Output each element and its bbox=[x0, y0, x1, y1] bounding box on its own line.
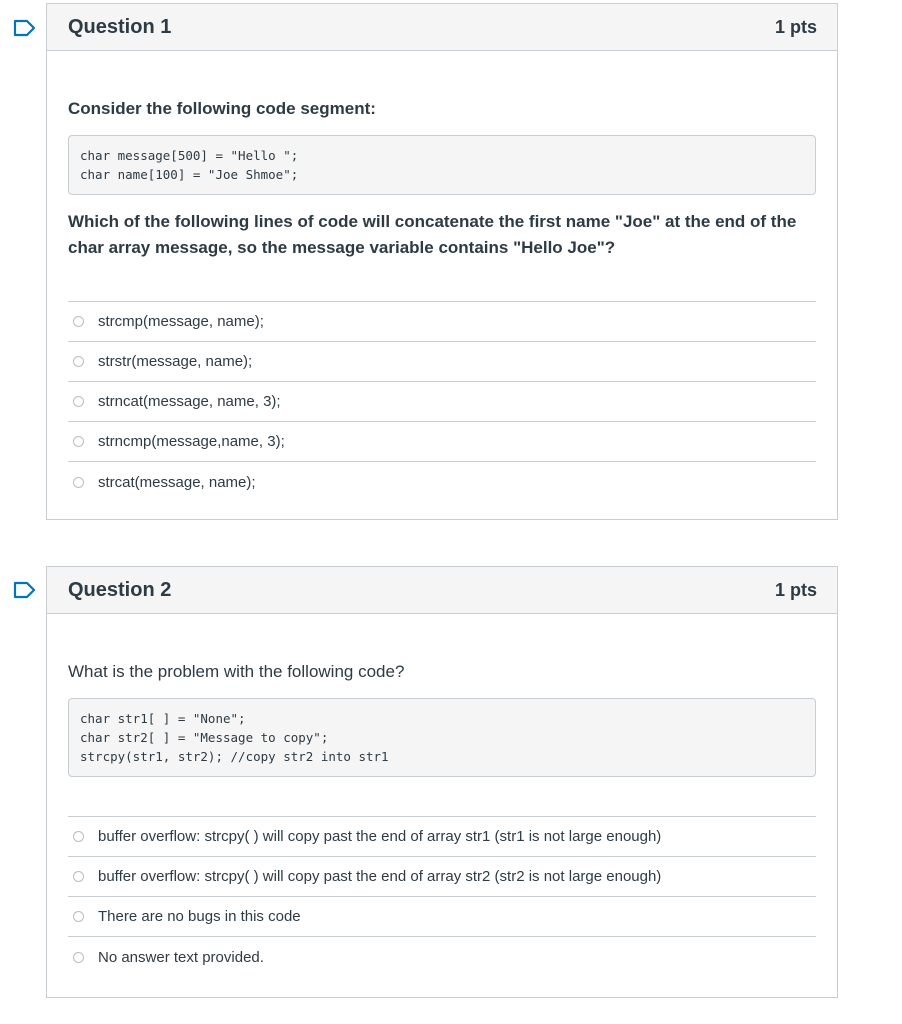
answer-option[interactable] bbox=[68, 422, 816, 462]
question-2-points: 1 pts bbox=[774, 579, 817, 600]
question-2-prompt: What is the problem with the following code? bbox=[68, 662, 405, 681]
radio-button[interactable] bbox=[73, 316, 84, 327]
question-2-card bbox=[46, 566, 838, 998]
radio-button[interactable] bbox=[73, 831, 84, 842]
answer-option[interactable] bbox=[68, 937, 816, 977]
answer-label: strncmp(message,name, 3); bbox=[98, 433, 285, 450]
radio-button[interactable] bbox=[73, 356, 84, 367]
answer-label: There are no bugs in this code bbox=[98, 908, 301, 925]
question-1-answers bbox=[68, 301, 816, 502]
question-1-prompt: Which of the following lines of code will concatenate the first name "Joe" at the end of the char array message, so the message variable contains "Hello Joe"? bbox=[68, 212, 797, 257]
answer-option[interactable] bbox=[68, 897, 816, 937]
answer-label: buffer overflow: strcpy( ) will copy past the end of array str2 (str2 is not large enough) bbox=[98, 868, 662, 885]
question-1-code-block: char message[500] = "Hello "; char name[100] = "Joe Shmoe"; bbox=[68, 135, 816, 195]
radio-button[interactable] bbox=[73, 477, 84, 488]
radio-button[interactable] bbox=[73, 396, 84, 407]
question-2-header bbox=[47, 567, 837, 614]
answer-label: strcmp(message, name); bbox=[98, 313, 264, 330]
question-1-intro: Consider the following code segment: bbox=[68, 99, 376, 118]
question-2-code-block: char str1[ ] = "None"; char str2[ ] = "Message to copy"; strcpy(str1, str2); //copy str2 into str1 bbox=[68, 698, 816, 777]
question-1-points: 1 pts bbox=[774, 16, 817, 37]
question-1-header bbox=[47, 4, 837, 51]
radio-button[interactable] bbox=[73, 436, 84, 447]
question-2-title: Question 2 bbox=[68, 578, 172, 601]
radio-button[interactable] bbox=[73, 911, 84, 922]
question-2-answers bbox=[68, 816, 816, 977]
flag-question-icon[interactable] bbox=[13, 581, 37, 599]
answer-option[interactable] bbox=[68, 302, 816, 342]
answer-label: strcat(message, name); bbox=[98, 473, 256, 491]
answer-option[interactable] bbox=[68, 462, 816, 502]
question-1-card bbox=[46, 3, 838, 520]
answer-label: strstr(message, name); bbox=[98, 353, 253, 370]
answer-label: No answer text provided. bbox=[98, 948, 264, 966]
answer-option[interactable] bbox=[68, 342, 816, 382]
radio-button[interactable] bbox=[73, 871, 84, 882]
question-1-title: Question 1 bbox=[68, 15, 172, 38]
answer-label: strncat(message, name, 3); bbox=[98, 393, 281, 410]
radio-button[interactable] bbox=[73, 952, 84, 963]
answer-label: buffer overflow: strcpy( ) will copy past the end of array str1 (str1 is not large enough) bbox=[98, 828, 662, 845]
flag-question-icon[interactable] bbox=[13, 19, 37, 37]
answer-option[interactable] bbox=[68, 817, 816, 857]
answer-option[interactable] bbox=[68, 382, 816, 422]
answer-option[interactable] bbox=[68, 857, 816, 897]
